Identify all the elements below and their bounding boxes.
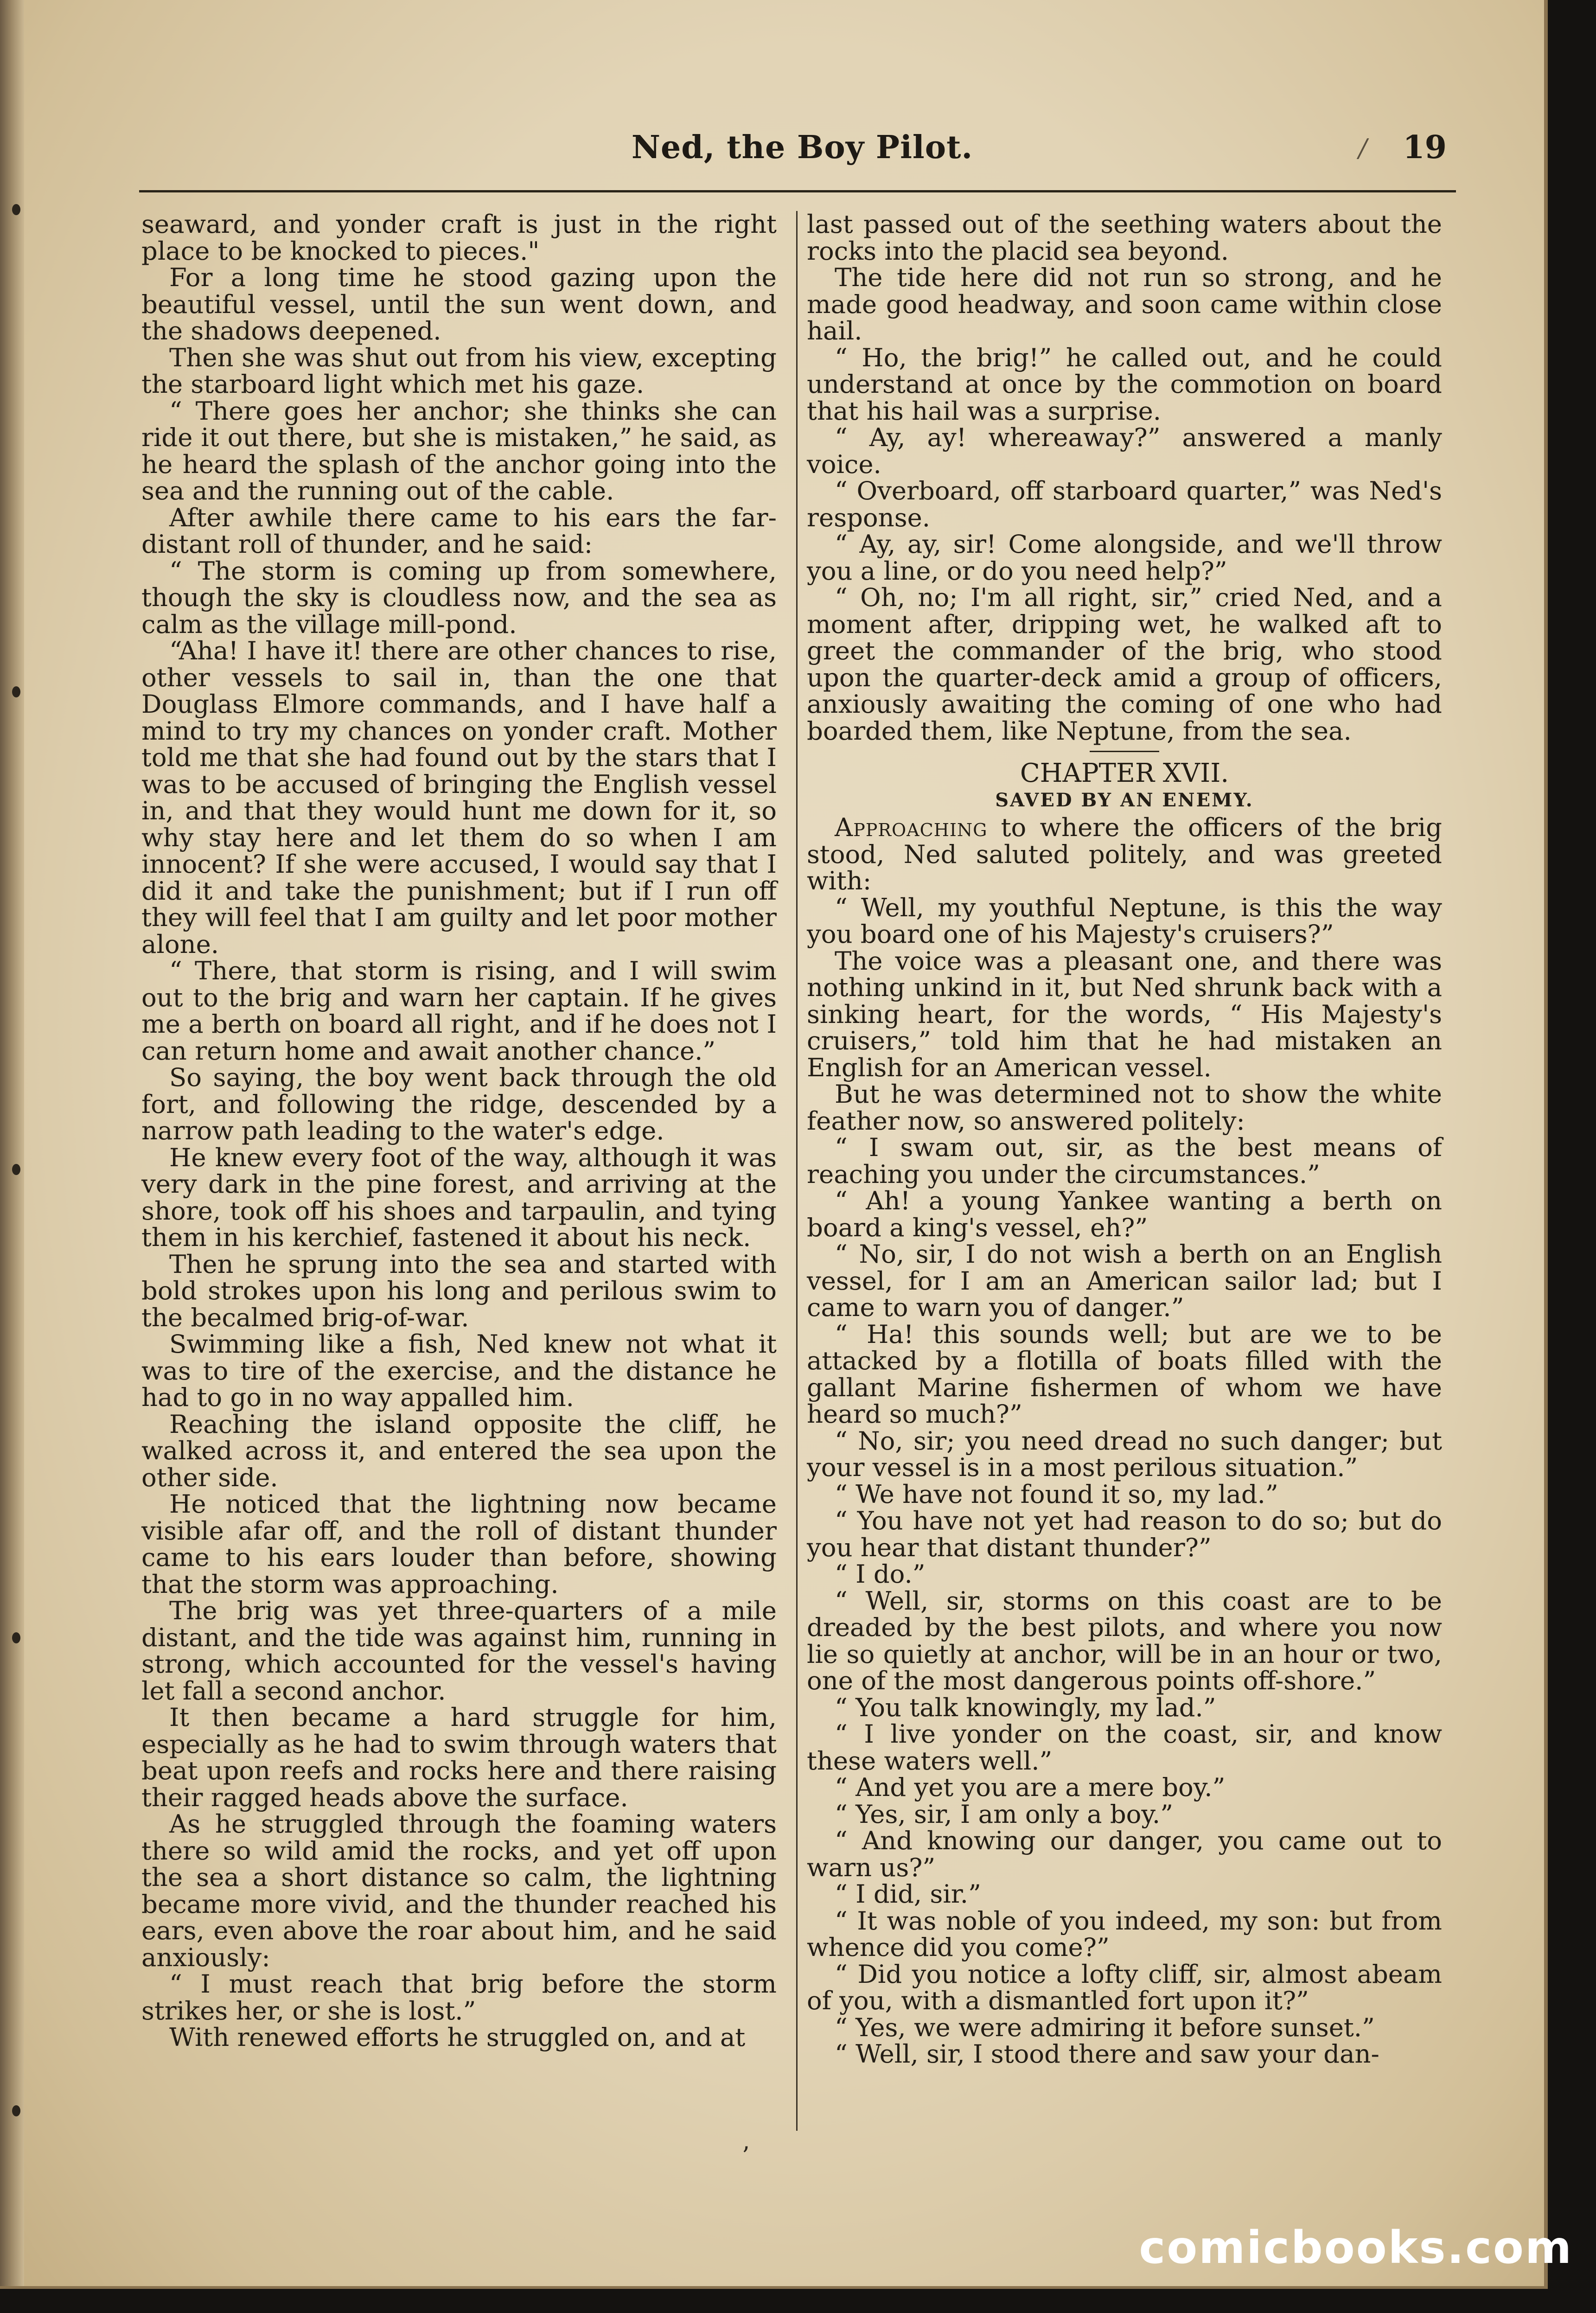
paragraph: “ Ay, ay! whereaway?” answered a manly voice. xyxy=(807,423,1442,479)
paragraph: seaward, and yonder craft is just in the right place to be knocked to pieces." xyxy=(141,210,777,266)
paragraph: “ You talk knowingly, my lad.” xyxy=(835,1693,1216,1722)
paragraph: “ I must reach that brig before the storm strikes her, or she is lost.” xyxy=(141,1969,777,2025)
paragraph: He noticed that the lightning now became visible afar off, and the roll of distant thunder came to his ears louder than before, showing that the storm was approaching. xyxy=(141,1489,777,1599)
page-mark: / xyxy=(1359,134,1367,163)
chapter-lead-text: to where the officers of the brig stood, Ned saluted politely, and was greeted with: xyxy=(807,813,1442,895)
column-divider xyxy=(796,211,798,2131)
page-number: 19 xyxy=(1403,129,1447,166)
paragraph: “ I do.” xyxy=(835,1559,926,1589)
running-title: Ned, the Boy Pilot. xyxy=(631,129,973,166)
chapter-heading: CHAPTER XVII. xyxy=(1020,758,1229,788)
footer-mark: ’ xyxy=(742,2142,750,2170)
chapter-rule xyxy=(1090,751,1159,752)
paragraph: “ Well, my youthful Neptune, is this the way you board one of his Majesty's cruisers?” xyxy=(807,893,1442,949)
right-column xyxy=(807,211,1442,2159)
paragraph: “ It was noble of you indeed, my son: but from whence did you come?” xyxy=(807,1906,1442,1962)
chapter-subtitle: SAVED BY AN ENEMY. xyxy=(995,789,1254,811)
paragraph: The tide here did not run so strong, and he made good headway, and soon came within close hail. xyxy=(807,263,1442,345)
paragraph: “ Overboard, off starboard quarter,” was Ned's response. xyxy=(807,476,1442,532)
binding-hole xyxy=(12,2105,20,2116)
binding-hole xyxy=(12,1164,20,1175)
paragraph: It then became a hard struggle for him, especially as he had to swim through waters that beat upon reefs and rocks here and there raising their ragged heads above the surface. xyxy=(141,1703,777,1812)
paragraph: “ There goes her anchor; she thinks she can ride it out there, but she is mistaken,” he said, as he heard the splash of the anchor going into the sea and the running out of the cable. xyxy=(141,396,777,505)
paragraph: “ Yes, sir, I am only a boy.” xyxy=(835,1799,1173,1829)
paragraph: The brig was yet three-quarters of a mile distant, and the tide was against him, running in strong, which accounted for the vessel's having let fall a second anchor. xyxy=(141,1596,777,1706)
paragraph: “ Oh, no; I'm all right, sir,” cried Ned, and a moment after, dripping wet, he walked aft to greet the commander of the brig, who stood upon the quarter-deck amid a group of officers, anxiously awaiting the coming of one who had boarded them, like Neptune, from the sea. xyxy=(807,583,1442,746)
paragraph: “ Did you notice a lofty cliff, sir, almost abeam of you, with a dismantled fort upon it?” xyxy=(807,1959,1442,2015)
paragraph: But he was determined not to show the white feather now, so answered politely: xyxy=(807,1080,1442,1136)
paragraph: “Aha! I have it! there are other chances to rise, other vessels to sail in, than the one that Douglass Elmore commands, and I have half a mind to try my chances on yonder craft. Mother told me that she had found out by the stars that I was to be accused of bringing the English vessel in, and that they would hunt me down for it, so why stay here and let them do so when I am innocent? If she were accused, I would say that I did it and take the punishment; but if I run off they will feel that I am guilty and let poor mother alone. xyxy=(141,636,777,959)
paragraph: “ There, that storm is rising, and I will swim out to the brig and warn her captain. If he gives me a berth on board all right, and if he does not I can return home and await another chance.” xyxy=(141,956,777,1066)
paragraph: last passed out of the seething waters about the rocks into the placid sea beyond. xyxy=(807,210,1442,266)
paragraph: The voice was a pleasant one, and there was nothing unkind in it, but Ned shrunk back with a sinking heart, for the words, “ His Majesty's cruisers,” told him that he had mistaken an English for an American vessel. xyxy=(807,946,1442,1082)
paragraph: Reaching the island opposite the cliff, he walked across it, and entered the sea upon the other side. xyxy=(141,1409,777,1492)
left-column xyxy=(141,210,777,2170)
paragraph: “ You have not yet had reason to do so; but do you hear that distant thunder?” xyxy=(807,1506,1442,1562)
paragraph: “ Ah! a young Yankee wanting a berth on board a king's vessel, eh?” xyxy=(807,1186,1442,1242)
binding-hole xyxy=(12,1632,20,1643)
paragraph: “ Well, sir, I stood there and saw your dan- xyxy=(835,2039,1379,2069)
paragraph: Swimming like a fish, Ned knew not what it was to tire of the exercise, and the distance he had to go in no way appalled him. xyxy=(141,1329,777,1412)
paragraph: “ And yet you are a mere boy.” xyxy=(835,1773,1226,1802)
paragraph: “ Well, sir, storms on this coast are to be dreaded by the best pilots, and where you now lie so quietly at anchor, will be in an hour or two, one of the most dangerous points off-shore.” xyxy=(807,1586,1442,1695)
paragraph: So saying, the boy went back through the old fort, and following the ridge, descended by a narrow path leading to the water's edge. xyxy=(141,1063,777,1145)
paragraph: “ Ha! this sounds well; but are we to be attacked by a flotilla of boats filled with the gallant Marine fishermen of whom we have heard so much?” xyxy=(807,1319,1442,1429)
paragraph: With renewed efforts he struggled on, and at xyxy=(169,2023,746,2052)
paragraph: “ Ay, ay, sir! Come alongside, and we'll throw you a line, or do you need help?” xyxy=(807,530,1442,586)
paragraph: “ Yes, we were admiring it before sunset.” xyxy=(835,2013,1375,2042)
paragraph: Then she was shut out from his view, excepting the starboard light which met his gaze. xyxy=(141,343,777,399)
paragraph: “ The storm is coming up from somewhere, though the sky is cloudless now, and the sea as calm as the village mill-pond. xyxy=(141,556,777,639)
page-spine xyxy=(0,0,24,2286)
paragraph: After awhile there came to his ears the far-distant roll of thunder, and he said: xyxy=(141,503,777,559)
binding-hole xyxy=(12,204,20,215)
binding-hole xyxy=(12,686,20,697)
watermark: comicbooks.com xyxy=(1139,2222,1573,2274)
paragraph: For a long time he stood gazing upon the beautiful vessel, until the sun went down, and the shadows deepened. xyxy=(141,263,777,345)
paragraph: “ And knowing our danger, you came out to warn us?” xyxy=(807,1826,1442,1882)
right-column-top xyxy=(807,211,1442,744)
chapter-opening-paragraph xyxy=(807,814,1442,895)
paragraph: Then he sprung into the sea and started with bold strokes upon his long and perilous swim to the becalmed brig-of-war. xyxy=(141,1249,777,1332)
right-column-bottom xyxy=(807,895,1442,2068)
paragraph: “ We have not found it so, my lad.” xyxy=(835,1479,1278,1509)
page-header xyxy=(139,125,1465,185)
paragraph: As he struggled through the foaming waters there so wild amid the rocks, and yet off upon the sea a short distance so calm, the lightning became more vivid, and the thunder reached his ears, even above the roar about him, and he said anxiously: xyxy=(141,1809,777,1972)
paragraph: He knew every foot of the way, although it was very dark in the pine forest, and arriving at the shore, took off his shoes and tarpaulin, and tying them in his kerchief, fastened it about his neck. xyxy=(141,1143,777,1252)
paragraph: “ I did, sir.” xyxy=(835,1879,981,1909)
paragraph: “ I live yonder on the coast, sir, and know these waters well.” xyxy=(807,1719,1442,1776)
paragraph: “ No, sir; you need dread no such danger; but your vessel is in a most perilous situation.” xyxy=(807,1426,1442,1482)
header-rule xyxy=(139,190,1456,192)
chapter-lead-word: Approaching xyxy=(835,813,988,842)
paragraph: “ No, sir, I do not wish a berth on an English vessel, for I am an American sailor lad; but I came to warn you of danger.” xyxy=(807,1240,1442,1322)
paragraph: “ Ho, the brig!” he called out, and he could understand at once by the commotion on board that his hail was a surprise. xyxy=(807,343,1442,426)
paragraph: “ I swam out, sir, as the best means of reaching you under the circumstances.” xyxy=(807,1133,1442,1189)
